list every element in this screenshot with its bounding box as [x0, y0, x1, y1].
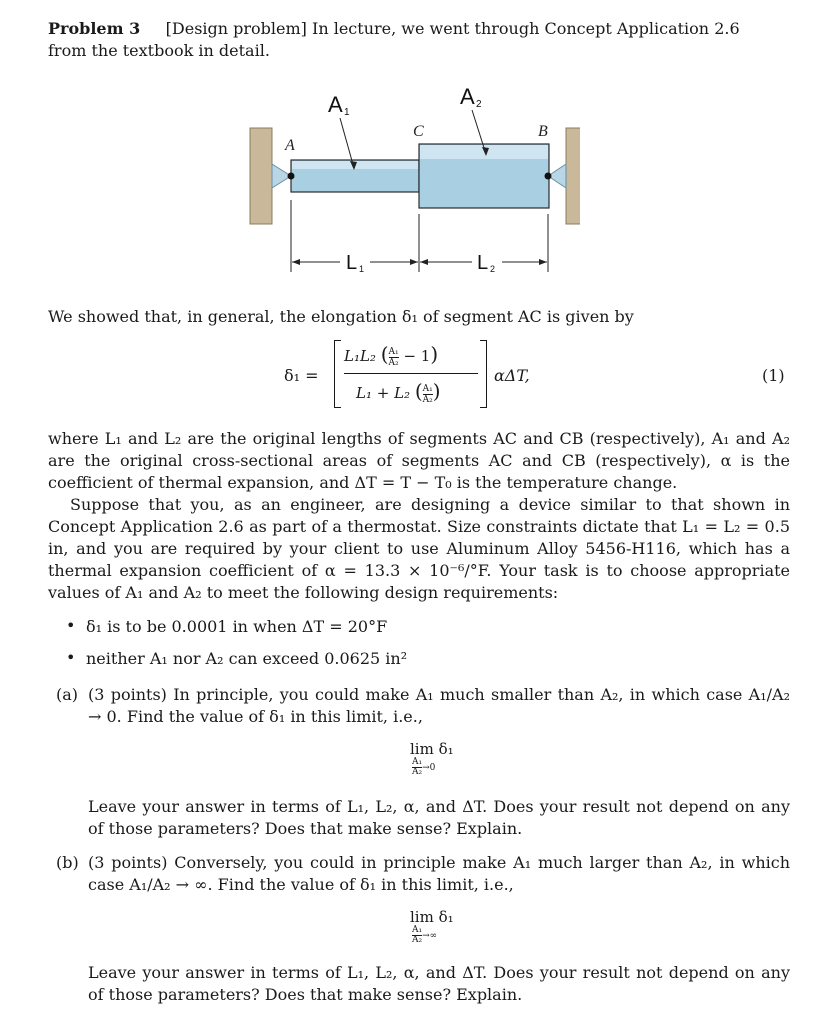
- bullet-dot-2: •: [66, 648, 76, 667]
- eq-number: (1): [762, 366, 785, 385]
- problem-header: [48, 18, 790, 40]
- problem-label: Problem 3: [48, 19, 141, 38]
- eq-denom-sum: L₁ + L₂: [356, 384, 411, 402]
- problem-intro-line2: from the textbook in detail.: [48, 41, 270, 60]
- eq-num-l1l2: L₁L₂: [344, 347, 376, 365]
- eq-den-frac-top: A₁: [422, 383, 433, 394]
- dim-l2-right-head: [539, 259, 547, 265]
- label-l2: L: [477, 252, 489, 274]
- label-point-b: B: [538, 123, 548, 140]
- eq-tail: αΔT,: [494, 366, 530, 385]
- label-a1: A: [328, 92, 343, 117]
- limit-a-sub: [412, 758, 454, 777]
- label-point-c: C: [413, 123, 424, 140]
- suppose-paragraph: Suppose that you, as an engineer, are designing a device similar to that shown in Concept Application 2.6 as part of a thermostat. Size constraints dictate that L₁ = L₂ = 0.5 in, and you are required by your client to use Aluminum Alloy 5456-H116, which has a thermal expansion coefficient of α = 13.3 × 10⁻⁶/°F. Your task is to choose appropriate values of A₁ and A₂ to meet the following design requirements:: [48, 495, 790, 602]
- eq-right-bracket: [480, 340, 487, 408]
- dim-l1-left-head: [292, 259, 300, 265]
- problem-tag: [Design problem]: [165, 19, 307, 38]
- limit-a-bottom: →0: [422, 763, 436, 773]
- where-paragraph: where L₁ and L₂ are the original lengths of segments AC and CB (respectively), A₁ and A₂ are the original cross-sectional areas of segments AC and CB (respectively), α is the coefficient of thermal expansion, and ΔT = T − T₀ is the temperature change.: [48, 429, 790, 492]
- eq-left-bracket: [334, 340, 341, 408]
- limit-a-top: lim δ₁: [410, 740, 454, 758]
- eq-minus-one: − 1: [403, 347, 431, 365]
- label-a2: A: [460, 84, 475, 109]
- dim-l1-right-head: [410, 259, 418, 265]
- equation-1: [0, 336, 839, 416]
- eq-lhs: δ₁ =: [284, 366, 319, 385]
- part-b-text: (3 points) Conversely, you could in principle make A₁ much larger than A₂, in which case A₁/A₂ → ∞. Find the value of δ₁ in this limit, i.e.,: [88, 853, 790, 894]
- dim-l2-left-head: [420, 259, 428, 265]
- bullet-dot-1: •: [66, 616, 76, 635]
- right-wall: [566, 128, 580, 224]
- part-a-text: (3 points) In principle, you could make A₁ much smaller than A₂, in which case A₁/A₂ → 0. Find the value of δ₁ in this limit, i.e.,: [88, 685, 790, 726]
- equation-intro: We showed that, in general, the elongation δ₁ of segment AC is given by: [48, 307, 634, 326]
- label-l1: L: [346, 252, 358, 274]
- eq-denominator: L₁ + L₂ ( $\frac{\text{A₁}}{\text{A₂}}$ ): [356, 379, 441, 405]
- part-b-label: (b): [56, 853, 79, 872]
- label-a1-sub: 1: [344, 107, 350, 118]
- eq-num-frac-bottom: A₂: [388, 357, 399, 368]
- bullet-1: δ₁ is to be 0.0001 in when ΔT = 20°F: [86, 617, 388, 636]
- label-a2-sub: 2: [476, 99, 482, 110]
- limit-b-frac-top: A₁: [412, 925, 423, 935]
- limit-b-bottom: →∞: [422, 931, 438, 941]
- part-a-label: (a): [56, 685, 79, 704]
- point-b-dot: [545, 173, 552, 180]
- part-b-follow: Leave your answer in terms of L₁, L₂, α, and ΔT. Does your result not depend on any of those parameters? Does that make sense? Explain.: [88, 963, 790, 1004]
- eq-num-frac-top: A₁: [388, 346, 399, 357]
- limit-a-frac-top: A₁: [412, 757, 423, 767]
- limit-a-frac-bottom: A₂: [412, 767, 423, 777]
- label-l2-sub: 2: [490, 264, 496, 274]
- point-a-dot: [288, 173, 295, 180]
- limit-b-top: lim δ₁: [410, 908, 454, 926]
- eq-fraction-bar: [344, 373, 478, 374]
- bar-diagram: [240, 82, 580, 278]
- eq-den-frac-bottom: A₂: [422, 394, 433, 405]
- limit-a: [410, 740, 454, 777]
- label-point-a: A: [285, 137, 295, 154]
- limit-b: [410, 908, 454, 945]
- limit-b-sub: [412, 926, 454, 945]
- eq-numerator: L₁L₂ ( $\frac{\text{A₁}}{\text{A₂}}$ − 1): [344, 342, 439, 368]
- left-wall: [250, 128, 272, 224]
- part-a-follow: Leave your answer in terms of L₁, L₂, α, and ΔT. Does your result not depend on any of those parameters? Does that make sense? Explain.: [88, 797, 790, 838]
- limit-b-frac-bottom: A₂: [412, 935, 423, 945]
- label-l1-sub: 1: [359, 264, 365, 274]
- problem-intro: In lecture, we went through Concept Application 2.6: [306, 19, 740, 38]
- bullet-2: neither A₁ nor A₂ can exceed 0.0625 in²: [86, 649, 408, 668]
